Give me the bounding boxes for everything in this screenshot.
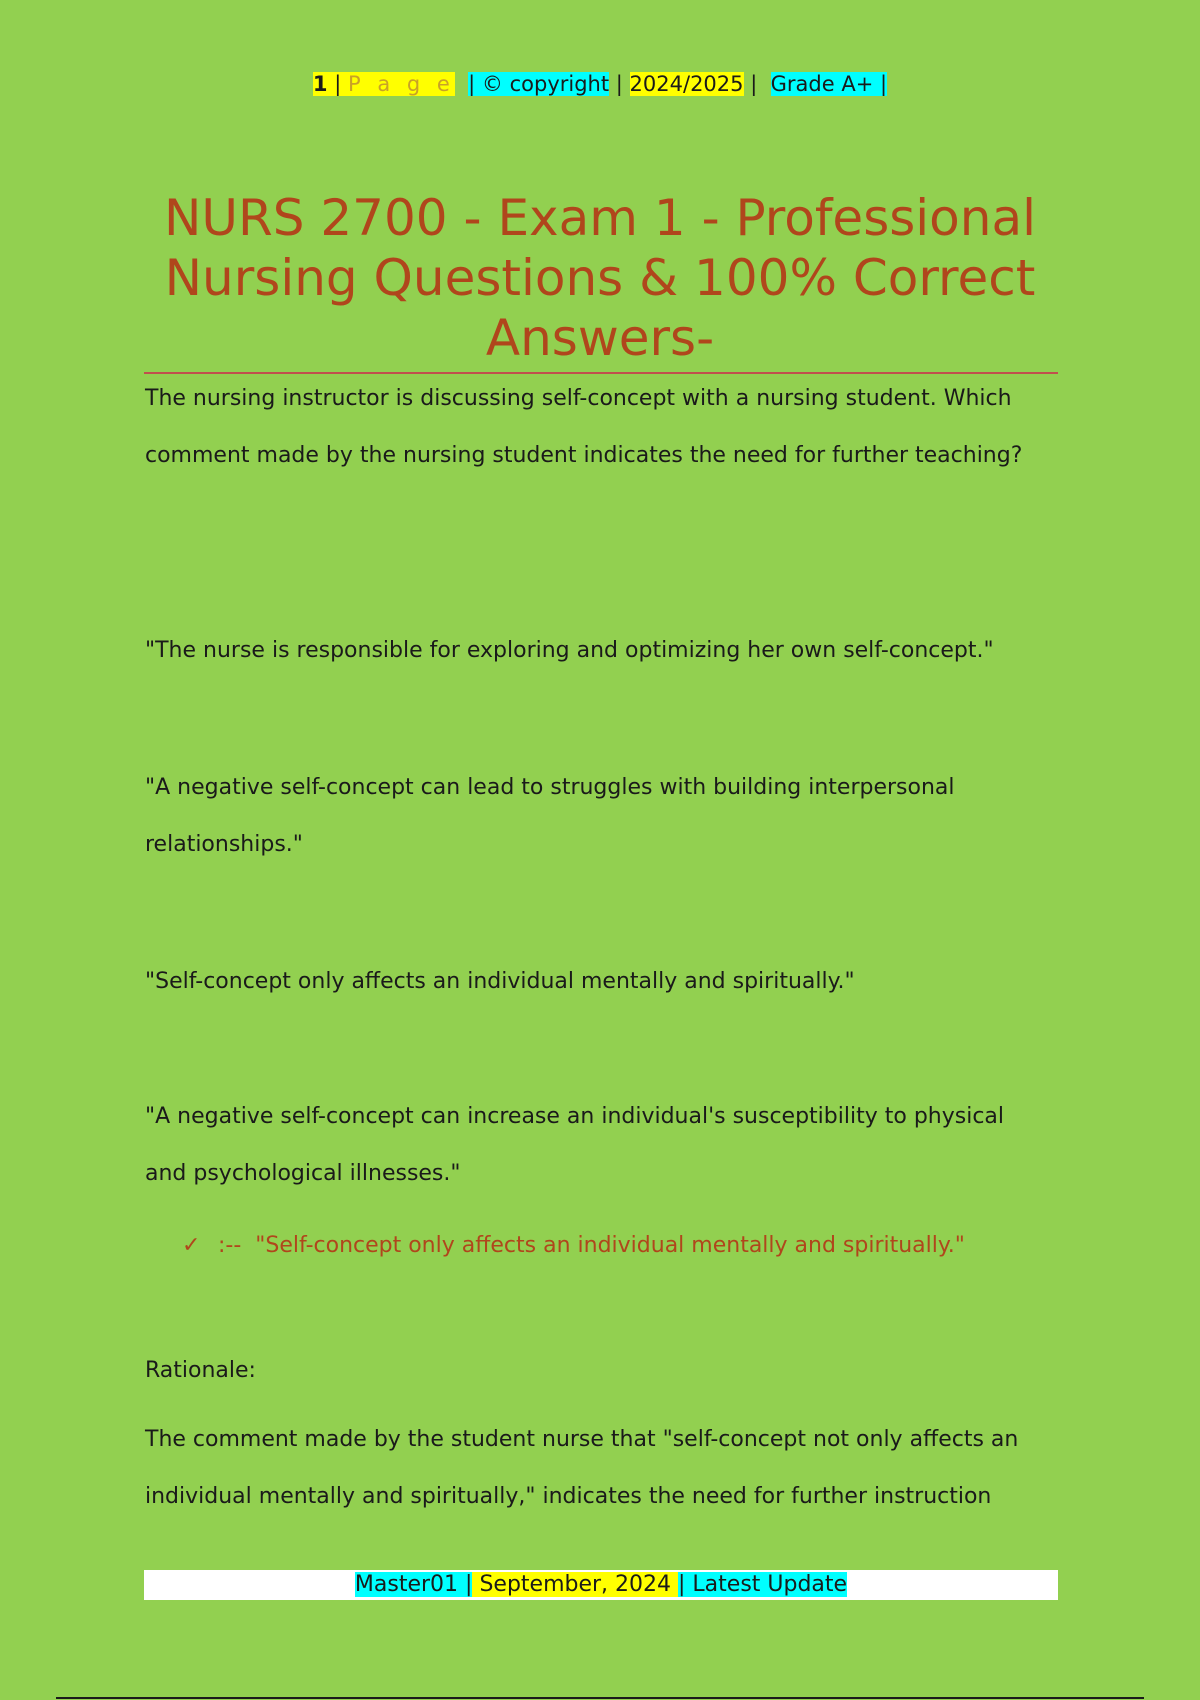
grade-text: Grade A+: [770, 72, 874, 96]
correct-answer: [182, 1230, 1082, 1262]
option-4: "A negative self-concept can increase an individual's susceptibility to physical and psychological illnesses.": [145, 1104, 1005, 1186]
footer-date: [472, 1572, 678, 1597]
answer-prefix: :--: [218, 1233, 242, 1258]
question-text: The nursing instructor is discussing self-concept with a nursing student. Which comment made by the nursing student indicates the need for further teaching?: [145, 386, 1023, 468]
separator: |: [615, 72, 623, 96]
rationale-text: The comment made by the student nurse that "self-concept not only affects an individual mentally and spiritually," indicates the need for further instruction: [145, 1427, 1019, 1509]
answer-text: "Self-concept only affects an individual mentally and spiritually.": [255, 1233, 965, 1258]
page-number: 1: [312, 72, 328, 96]
bottom-divider: [56, 1697, 1144, 1699]
page-word: P a g e: [347, 72, 455, 96]
page-label: [313, 72, 455, 96]
grade-label: Grade A+ |: [770, 72, 888, 96]
copyright-text: © copyright: [481, 72, 610, 96]
rationale-label: Rationale:: [145, 1358, 256, 1383]
option-1: "The nurse is responsible for exploring and optimizing her own self-concept.": [145, 638, 994, 663]
footer-update: | Latest Update: [678, 1572, 848, 1597]
page-footer: [144, 1570, 1058, 1600]
date-text: September, 2024: [479, 1572, 672, 1597]
update-text: Latest Update: [692, 1572, 848, 1597]
separator: |: [334, 72, 342, 96]
check-mark-icon: ✓: [182, 1233, 201, 1258]
separator: |: [750, 72, 758, 96]
page-header: [0, 68, 1200, 100]
document-title: NURS 2700 - Exam 1 - Professional Nursing Questions & 100% Correct Answers-: [164, 189, 1036, 367]
year-label: 2024/2025: [629, 72, 744, 96]
option-3: "Self-concept only affects an individual mentally and spiritually.": [145, 969, 855, 994]
option-2: "A negative self-concept can lead to struggles with building interpersonal relationships.": [145, 775, 955, 857]
author-text: Master01: [354, 1572, 459, 1597]
footer-author: Master01 |: [354, 1572, 473, 1597]
copyright-label: [468, 72, 609, 96]
separator: |: [468, 72, 476, 96]
